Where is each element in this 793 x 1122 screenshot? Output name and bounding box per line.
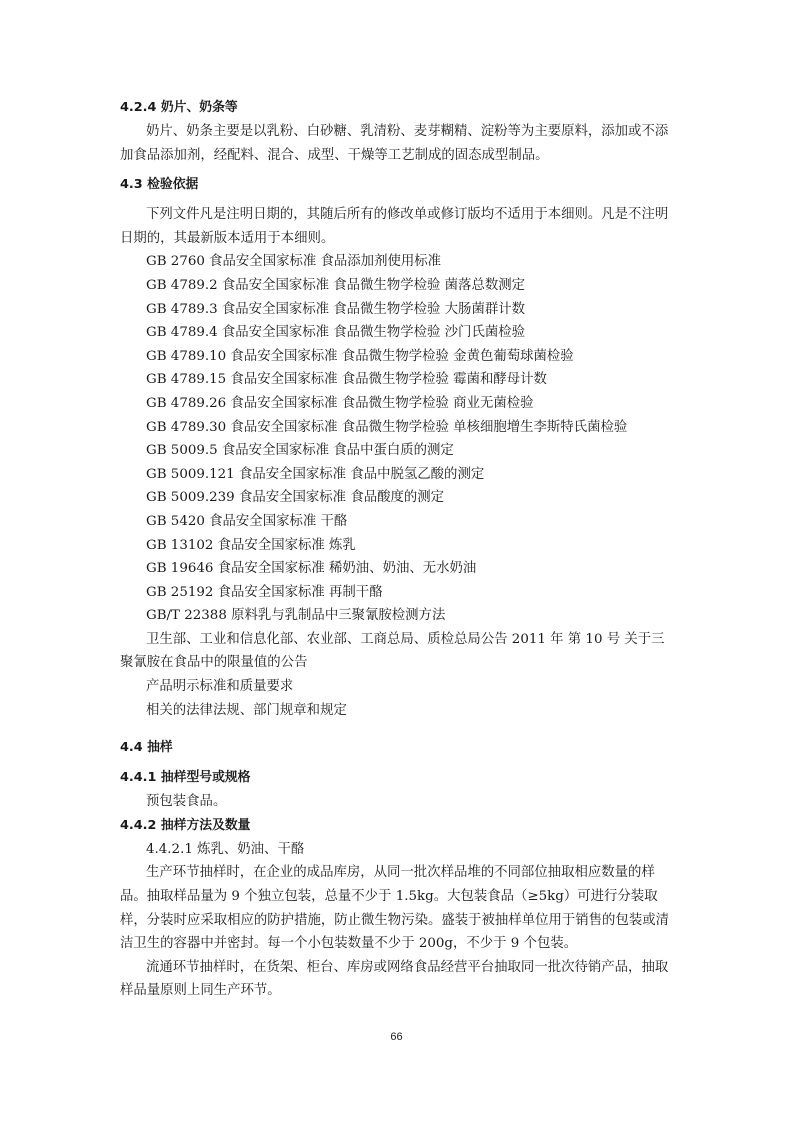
heading-4-4-2-1: 4.4.2.1 炼乳、奶油、干酪: [146, 841, 305, 857]
heading-4-4: 4.4 抽样: [120, 740, 173, 756]
paragraph-product-standard: 产品明示标准和质量要求: [146, 679, 294, 695]
reference-item: GB 4789.10 食品安全国家标准 食品微生物学检验 金黄色葡萄球菌检验: [146, 348, 574, 364]
paragraph-inspection-basis-intro: 下列文件凡是注明日期的，其随后所有的修改单或修订版均不适用于本细则。凡是不注明日期的，其最新版本适用于本细则。: [120, 207, 669, 246]
reference-item: GB 25192 食品安全国家标准 再制干酪: [146, 584, 383, 600]
reference-item: GB 5009.121 食品安全国家标准 食品中脱氢乙酸的测定: [146, 466, 485, 482]
paragraph-production-sampling: 生产环节抽样时，在企业的成品库房，从同一批次样品堆的不同部位抽取相应数量的样品。抽取样品量为 9 个独立包装，总量不少于 1.5kg。大包装食品（≥5kg）可进行分装取样，分装时应采取相应的防护措施，防止微生物污染。盛装于被抽样单位用于销售的包装或清洁卫生的容器中并密封。每一个小包装数量不少于 200g，不少于 9 个包装。: [120, 865, 670, 952]
reference-item: GB 13102 食品安全国家标准 炼乳: [146, 537, 356, 553]
reference-item: GB 4789.3 食品安全国家标准 食品微生物学检验 大肠菌群计数: [146, 301, 526, 317]
heading-4-3: 4.3 检验依据: [120, 177, 199, 193]
heading-4-4-2: 4.4.2 抽样方法及数量: [120, 817, 251, 833]
reference-item: GB 2760 食品安全国家标准 食品添加剂使用标准: [146, 254, 442, 270]
heading-4-4-1: 4.4.1 抽样型号或规格: [120, 770, 251, 786]
reference-list: [120, 250, 675, 628]
reference-item: GB 5009.239 食品安全国家标准 食品酸度的测定: [146, 490, 445, 506]
paragraph-announcement: 卫生部、工业和信息化部、农业部、工商总局、质检总局公告 2011 年 第 10 号 关于三聚氰胺在食品中的限量值的公告: [120, 631, 665, 671]
page-number: 66: [390, 1031, 403, 1043]
reference-item: GB/T 22388 原料乳与乳制品中三聚氰胺检测方法: [146, 608, 446, 624]
reference-item: GB 4789.26 食品安全国家标准 食品微生物学检验 商业无菌检验: [146, 395, 534, 411]
reference-item: GB 5009.5 食品安全国家标准 食品中蛋白质的测定: [146, 443, 454, 459]
document-page: [120, 96, 675, 1003]
paragraph-distribution-sampling: 流通环节抽样时，在货架、柜台、库房或网络食品经营平台抽取同一批次待销产品，抽取样品量原则上同生产环节。: [120, 959, 669, 999]
paragraph-milk-tablets: 奶片、奶条主要是以乳粉、白砂糖、乳清粉、麦芽糊精、淀粉等为主要原料，添加或不添加食品添加剂，经配料、混合、成型、干燥等工艺制成的固态成型制品。: [120, 124, 669, 163]
reference-item: GB 19646 食品安全国家标准 稀奶油、奶油、无水奶油: [146, 561, 477, 577]
reference-item: GB 4789.30 食品安全国家标准 食品微生物学检验 单核细胞增生李斯特氏菌检验: [146, 419, 628, 435]
heading-4-2-4: 4.2.4 奶片、奶条等: [120, 100, 238, 115]
paragraph-laws-regulations: 相关的法律法规、部门规章和规定: [146, 702, 347, 718]
reference-item: GB 4789.2 食品安全国家标准 食品微生物学检验 菌落总数测定: [146, 277, 526, 293]
reference-item: GB 5420 食品安全国家标准 干酪: [146, 513, 348, 529]
reference-item: GB 4789.15 食品安全国家标准 食品微生物学检验 霉菌和酵母计数: [146, 372, 547, 388]
paragraph-sample-type: 预包装食品。: [146, 794, 227, 810]
reference-item: GB 4789.4 食品安全国家标准 食品微生物学检验 沙门氏菌检验: [146, 325, 526, 341]
